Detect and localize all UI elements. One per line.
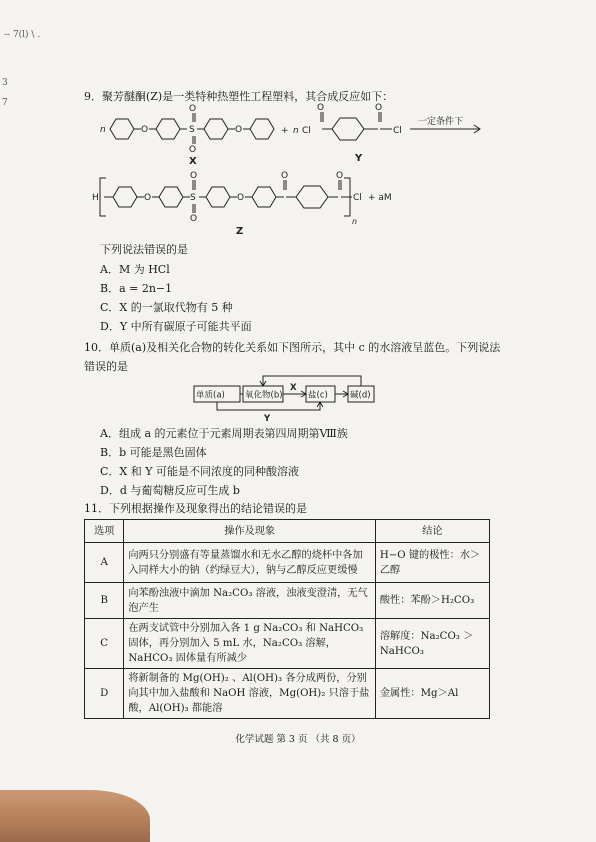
q10-option-a: A．组成 a 的元素位于元素周期表第四周期第Ⅷ族 [100,427,348,440]
z-sulfur-o-top: O [190,171,198,181]
edge-mark-2: 7 [2,98,8,108]
edge-mark-1: 3 [2,78,8,88]
q9-option-d: D．Y 中所有碳原子可能共平面 [100,320,252,333]
x-sulfur: S [189,125,195,135]
table-row [85,669,490,719]
y-cl-left: Cl [302,126,311,136]
z-carbonyl-o-1: O [281,171,289,181]
row-option: A [85,543,124,583]
q10-option-c: C．X 和 Y 可能是不同浓度的同种酸溶液 [100,465,299,478]
y-o-right: O [375,103,383,113]
z-chlorine: Cl [353,193,362,203]
z-carbonyl-o-2: O [336,171,344,181]
scan-shadow [0,790,150,842]
z-hydrogen: H [92,193,99,203]
y-o-left: O [317,103,325,113]
row-conclusion: 金属性：Mg＞Al [375,669,489,719]
node-b: 氧化物(b) [245,390,283,401]
row-conclusion: 酸性：苯酚＞H₂CO₃ [375,583,489,619]
q9-reaction-scheme [0,100,596,340]
q10-title: 10．单质(a)及相关化合物的转化关系如下图所示，其中 c 的水溶液呈蓝色。下列说法错误的是 [84,341,501,373]
z-n-subscript: n [352,217,358,226]
table-header-row [85,520,490,543]
z-oxygen-1: O [144,193,152,203]
row-operation: 在两支试管中分别加入各 1 g Na₂CO₃ 和 NaHCO₃ 固体，再分别加入 5 mL 水，Na₂CO₃ 溶解，NaHCO₃ 固体量有所减少 [124,619,375,669]
label-x: X [189,156,197,167]
x-oxygen-2: O [235,125,243,135]
edge-mark-top: -- 7(l) \ . [4,30,41,40]
q9-option-a: A．M 为 HCl [100,263,170,276]
row-option: D [85,669,124,719]
z-sulfur-o-bottom: O [190,214,198,224]
q11-table [84,519,490,719]
z-sulfur: S [190,193,196,203]
z-oxygen-2: O [237,193,245,203]
node-d: 碱(d) [350,390,371,401]
molecule-z [100,178,352,216]
row-option: C [85,619,124,669]
x-sulfur-o-bottom: O [189,145,197,155]
q9-option-b: B．a = 2n−1 [100,282,173,295]
y-cl-right: Cl [393,126,402,136]
row-conclusion: H−O 键的极性：水＞乙醇 [375,543,489,583]
q9-option-c: C．X 的一氯取代物有 5 种 [100,301,233,314]
q11-title: 11．下列根据操作及现象得出的结论错误的是 [84,502,307,515]
header-operation: 操作及现象 [124,520,375,543]
x-oxygen-1: O [141,125,149,135]
q10-option-b: B．b 可能是黑色固体 [100,446,207,459]
q9-title: 9．聚芳醚酮(Z)是一类特种热塑性工程塑料，其合成反应如下： [84,90,394,103]
z-byproduct: + aM [368,193,392,203]
table-row [85,583,490,619]
row-option: B [85,583,124,619]
q9-prompt: 下列说法错误的是 [100,243,188,256]
table-row [85,543,490,583]
header-conclusion: 结论 [375,520,489,543]
row-conclusion: 溶解度：Na₂CO₃ ＞ NaHCO₃ [375,619,489,669]
plus-sign: + [281,126,289,136]
x-n-prefix: n [100,125,106,135]
header-option: 选项 [85,520,124,543]
node-c: 盐(c) [308,390,328,401]
label-y: Y [355,153,363,164]
row-operation: 将新制备的 Mg(OH)₂ 、Al(OH)₃ 各分成两份，分别向其中加入盐酸和 NaOH 溶液，Mg(OH)₂ 只溶于盐酸，Al(OH)₃ 都能溶 [124,669,375,719]
molecule-y [321,112,392,140]
node-a: 单质(a) [196,390,225,401]
label-z: Z [236,226,244,237]
table-row [85,619,490,669]
y-n-prefix: n [293,126,299,136]
edge-x: X [290,383,297,393]
reaction-condition: 一定条件下 [418,117,464,127]
row-operation: 向两只分别盛有等量蒸馏水和无水乙醇的烧杯中各加入同样大小的钠（约绿豆大），钠与乙醇反应更缓慢 [124,543,375,583]
row-operation: 向苯酚浊液中滴加 Na₂CO₃ 溶液，浊液变澄清，无气泡产生 [124,583,375,619]
q10-transformation-diagram [0,370,596,430]
edge-y: Y [264,414,271,424]
x-sulfur-o-top: O [189,104,197,114]
page-footer: 化学试题 第 3 页 （共 8 页） [235,734,361,745]
q10-option-d: D．d 与葡萄糖反应可生成 b [100,484,240,497]
